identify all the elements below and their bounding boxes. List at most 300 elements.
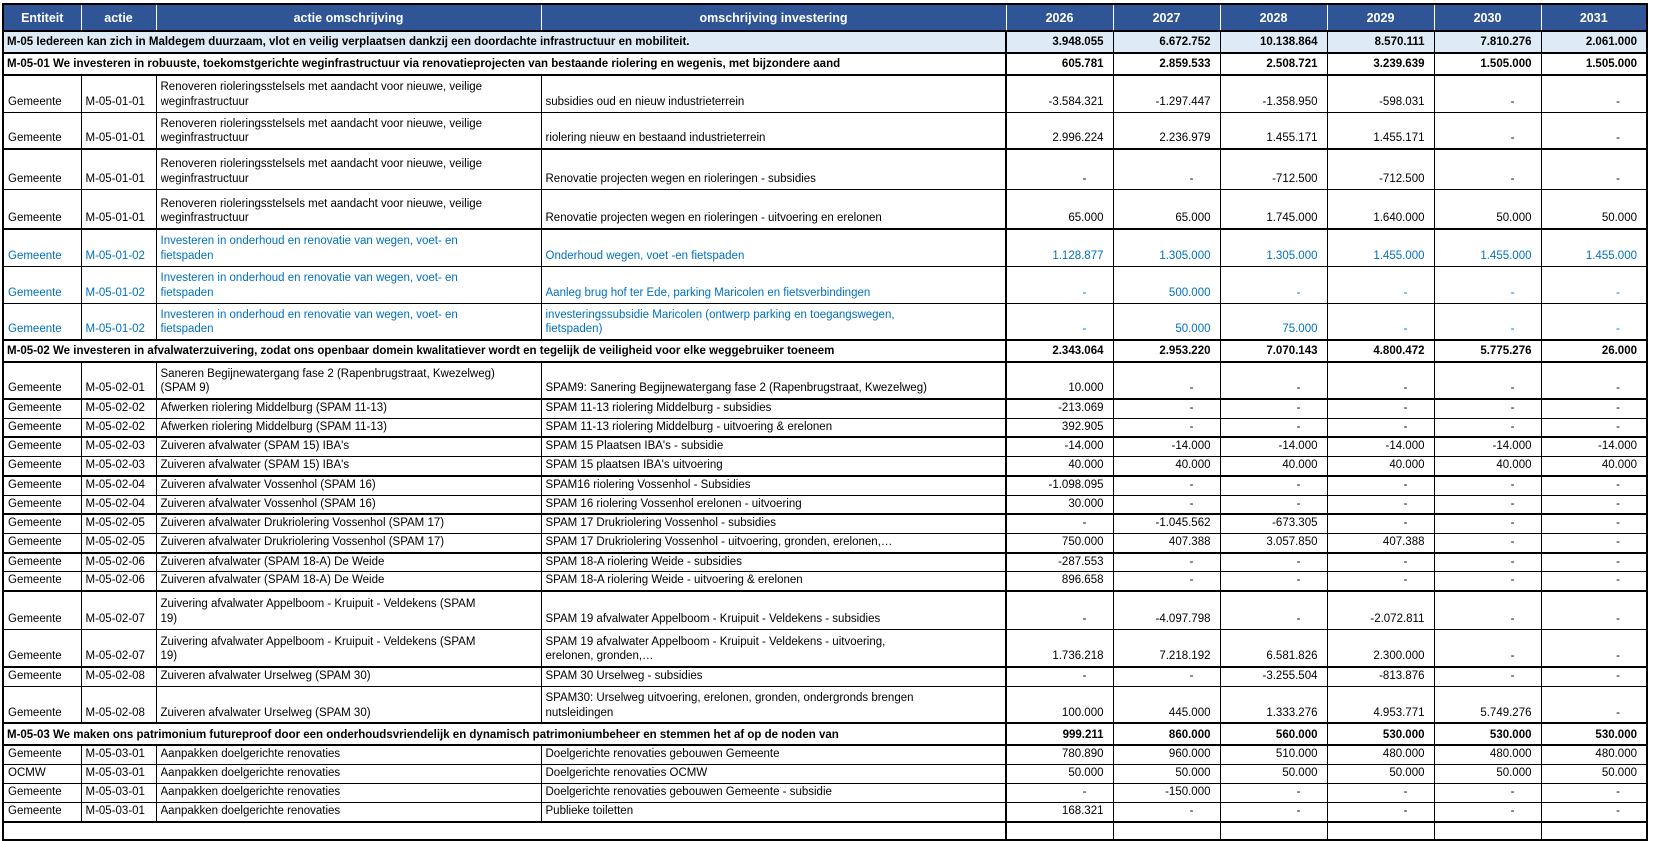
cell-entiteit[interactable]: Gemeente (3, 495, 81, 514)
cell-value-2029[interactable]: -598.031 (1327, 75, 1434, 112)
cell-entiteit[interactable]: Gemeente (3, 303, 81, 340)
empty-cell[interactable] (3, 822, 1006, 840)
cell-omschrijving-investering[interactable]: Onderhoud wegen, voet -en fietspaden (541, 229, 1006, 266)
cell-value-2030[interactable] (1434, 822, 1541, 840)
cell-value-2027[interactable]: 6.672.752 (1113, 31, 1220, 53)
cell-actie[interactable]: M-05-01-02 (81, 229, 156, 266)
cell-value-2030[interactable]: - (1434, 553, 1541, 572)
cell-value-2027[interactable]: - (1113, 362, 1220, 399)
cell-value-2028[interactable]: 1.333.276 (1220, 686, 1327, 723)
cell-value-2030[interactable]: - (1434, 534, 1541, 553)
cell-value-2028[interactable]: 7.070.143 (1220, 340, 1327, 362)
cell-value-2026[interactable]: 40.000 (1006, 457, 1113, 476)
cell-actie-omschrijving[interactable]: Zuiveren afvalwater Vossenhol (SPAM 16) (156, 495, 541, 514)
cell-actie-omschrijving[interactable]: Investeren in onderhoud en renovatie van wegen, voet- en fietspaden (156, 303, 541, 340)
cell-value-2027[interactable]: 860.000 (1113, 723, 1220, 745)
cell-actie[interactable]: M-05-02-03 (81, 437, 156, 456)
cell-value-2031[interactable]: - (1541, 553, 1647, 572)
cell-value-2026[interactable]: 30.000 (1006, 495, 1113, 514)
cell-value-2027[interactable]: 2.859.533 (1113, 53, 1220, 75)
cell-entiteit[interactable]: Gemeente (3, 534, 81, 553)
cell-entiteit[interactable]: Gemeente (3, 362, 81, 399)
cell-value-2026[interactable]: 2.343.064 (1006, 340, 1113, 362)
cell-value-2029[interactable]: - (1327, 495, 1434, 514)
cell-omschrijving-investering[interactable]: SPAM 19 afvalwater Appelboom - Kruipuit - Veldekens - uitvoering, erelonen, gronden,… (541, 629, 1006, 667)
cell-value-2031[interactable]: 530.000 (1541, 723, 1647, 745)
cell-value-2029[interactable]: - (1327, 266, 1434, 303)
cell-value-2029[interactable]: -14.000 (1327, 437, 1434, 456)
cell-value-2027[interactable]: -14.000 (1113, 437, 1220, 456)
cell-value-2031[interactable]: - (1541, 629, 1647, 667)
cell-value-2027[interactable]: - (1113, 149, 1220, 189)
cell-omschrijving-investering[interactable]: Doelgerichte renovaties gebouwen Gemeente - subsidie (541, 784, 1006, 803)
cell-value-2031[interactable]: 40.000 (1541, 457, 1647, 476)
cell-value-2026[interactable]: - (1006, 149, 1113, 189)
cell-value-2027[interactable]: -1.297.447 (1113, 75, 1220, 112)
cell-value-2027[interactable]: 2.236.979 (1113, 112, 1220, 149)
cell-omschrijving-investering[interactable]: investeringssubsidie Maricolen (ontwerp parking en toegangswegen, fietspaden) (541, 303, 1006, 340)
cell-value-2028[interactable]: 75.000 (1220, 303, 1327, 340)
cell-value-2031[interactable]: - (1541, 667, 1647, 686)
cell-value-2030[interactable]: - (1434, 418, 1541, 437)
cell-actie-omschrijving[interactable]: Zuiveren afvalwater Drukriolering Vossenhol (SPAM 17) (156, 514, 541, 533)
cell-value-2028[interactable]: - (1220, 495, 1327, 514)
cell-value-2030[interactable]: - (1434, 112, 1541, 149)
cell-value-2028[interactable]: - (1220, 476, 1327, 495)
cell-value-2026[interactable]: -213.069 (1006, 399, 1113, 418)
cell-value-2027[interactable]: 407.388 (1113, 534, 1220, 553)
cell-value-2031[interactable]: - (1541, 418, 1647, 437)
cell-actie[interactable]: M-05-03-01 (81, 803, 156, 822)
cell-value-2030[interactable]: 50.000 (1434, 765, 1541, 784)
cell-value-2030[interactable]: - (1434, 149, 1541, 189)
cell-value-2029[interactable]: 1.455.171 (1327, 112, 1434, 149)
cell-value-2027[interactable]: 50.000 (1113, 303, 1220, 340)
cell-value-2030[interactable]: 1.455.000 (1434, 229, 1541, 266)
cell-value-2026[interactable]: 100.000 (1006, 686, 1113, 723)
cell-value-2029[interactable]: 2.300.000 (1327, 629, 1434, 667)
cell-actie[interactable]: M-05-02-02 (81, 418, 156, 437)
column-header-actie[interactable]: actie (81, 4, 156, 31)
cell-value-2029[interactable]: 8.570.111 (1327, 31, 1434, 53)
cell-value-2028[interactable]: 2.508.721 (1220, 53, 1327, 75)
cell-value-2028[interactable]: - (1220, 803, 1327, 822)
cell-value-2028[interactable]: 1.455.171 (1220, 112, 1327, 149)
cell-value-2030[interactable]: 530.000 (1434, 723, 1541, 745)
cell-value-2027[interactable]: 445.000 (1113, 686, 1220, 723)
cell-actie[interactable]: M-05-02-07 (81, 591, 156, 629)
cell-value-2031[interactable]: - (1541, 591, 1647, 629)
cell-actie-omschrijving[interactable]: Investeren in onderhoud en renovatie van wegen, voet- en fietspaden (156, 266, 541, 303)
cell-value-2027[interactable]: 1.305.000 (1113, 229, 1220, 266)
cell-value-2030[interactable]: 40.000 (1434, 457, 1541, 476)
cell-value-2026[interactable]: 605.781 (1006, 53, 1113, 75)
cell-value-2029[interactable]: - (1327, 418, 1434, 437)
cell-value-2027[interactable]: - (1113, 399, 1220, 418)
cell-value-2028[interactable]: - (1220, 591, 1327, 629)
cell-value-2029[interactable]: - (1327, 362, 1434, 399)
cell-value-2031[interactable]: - (1541, 686, 1647, 723)
section-title-cell[interactable]: M-05-01 We investeren in robuuste, toekomstgerichte weginfrastructuur via renovatieprojecten van bestaande riolering en wegenis, met bijzondere aand (3, 53, 1006, 75)
cell-value-2030[interactable]: 480.000 (1434, 745, 1541, 764)
cell-value-2029[interactable]: - (1327, 303, 1434, 340)
cell-actie-omschrijving[interactable]: Renoveren rioleringsstelsels met aandacht voor nieuwe, veilige weginfrastructuur (156, 149, 541, 189)
cell-omschrijving-investering[interactable]: SPAM 15 Plaatsen IBA's - subsidie (541, 437, 1006, 456)
cell-value-2029[interactable]: - (1327, 803, 1434, 822)
cell-actie-omschrijving[interactable]: Zuiveren afvalwater (SPAM 15) IBA's (156, 457, 541, 476)
cell-value-2031[interactable]: - (1541, 514, 1647, 533)
cell-actie[interactable]: M-05-02-05 (81, 534, 156, 553)
column-header-year-2029[interactable]: 2029 (1327, 4, 1434, 31)
cell-entiteit[interactable]: Gemeente (3, 686, 81, 723)
cell-entiteit[interactable]: Gemeente (3, 437, 81, 456)
cell-value-2028[interactable]: -1.358.950 (1220, 75, 1327, 112)
cell-actie-omschrijving[interactable]: Investeren in onderhoud en renovatie van wegen, voet- en fietspaden (156, 229, 541, 266)
cell-omschrijving-investering[interactable]: SPAM 17 Drukriolering Vossenhol - subsidies (541, 514, 1006, 533)
cell-value-2030[interactable]: 5.775.276 (1434, 340, 1541, 362)
cell-actie-omschrijving[interactable]: Renoveren rioleringsstelsels met aandacht voor nieuwe, veilige weginfrastructuur (156, 112, 541, 149)
cell-omschrijving-investering[interactable]: SPAM 30 Urselweg - subsidies (541, 667, 1006, 686)
cell-actie-omschrijving[interactable]: Zuiveren afvalwater Vossenhol (SPAM 16) (156, 476, 541, 495)
cell-value-2030[interactable]: - (1434, 629, 1541, 667)
cell-entiteit[interactable]: Gemeente (3, 803, 81, 822)
cell-entiteit[interactable]: Gemeente (3, 591, 81, 629)
cell-value-2026[interactable]: - (1006, 266, 1113, 303)
cell-omschrijving-investering[interactable]: Renovatie projecten wegen en rioleringen - uitvoering en erelonen (541, 189, 1006, 229)
cell-actie[interactable]: M-05-03-01 (81, 765, 156, 784)
cell-value-2026[interactable]: 3.948.055 (1006, 31, 1113, 53)
cell-omschrijving-investering[interactable]: SPAM 18-A riolering Weide - uitvoering & erelonen (541, 572, 1006, 591)
cell-actie[interactable]: M-05-01-02 (81, 266, 156, 303)
cell-value-2031[interactable]: - (1541, 362, 1647, 399)
cell-value-2029[interactable]: - (1327, 784, 1434, 803)
cell-actie-omschrijving[interactable]: Saneren Begijnewatergang fase 2 (Rapenbrugstraat, Kwezelweg) (SPAM 9) (156, 362, 541, 399)
cell-value-2028[interactable] (1220, 822, 1327, 840)
column-header-year-2026[interactable]: 2026 (1006, 4, 1113, 31)
cell-value-2026[interactable]: 780.890 (1006, 745, 1113, 764)
cell-value-2028[interactable]: -712.500 (1220, 149, 1327, 189)
cell-value-2031[interactable]: 26.000 (1541, 340, 1647, 362)
cell-entiteit[interactable]: Gemeente (3, 553, 81, 572)
cell-omschrijving-investering[interactable]: SPAM16 riolering Vossenhol - Subsidies (541, 476, 1006, 495)
cell-value-2030[interactable]: - (1434, 362, 1541, 399)
cell-actie[interactable]: M-05-02-04 (81, 495, 156, 514)
cell-value-2029[interactable]: - (1327, 476, 1434, 495)
cell-value-2031[interactable]: - (1541, 572, 1647, 591)
cell-value-2031[interactable]: 1.505.000 (1541, 53, 1647, 75)
cell-value-2030[interactable]: - (1434, 476, 1541, 495)
cell-actie[interactable]: M-05-02-04 (81, 476, 156, 495)
cell-actie-omschrijving[interactable]: Zuiveren afvalwater (SPAM 18-A) De Weide (156, 572, 541, 591)
cell-value-2030[interactable]: - (1434, 399, 1541, 418)
cell-value-2028[interactable]: 10.138.864 (1220, 31, 1327, 53)
cell-value-2028[interactable]: - (1220, 362, 1327, 399)
cell-value-2028[interactable]: - (1220, 418, 1327, 437)
cell-value-2029[interactable] (1327, 822, 1434, 840)
cell-entiteit[interactable]: Gemeente (3, 75, 81, 112)
cell-value-2029[interactable]: 40.000 (1327, 457, 1434, 476)
cell-entiteit[interactable]: Gemeente (3, 745, 81, 764)
cell-omschrijving-investering[interactable]: Publieke toiletten (541, 803, 1006, 822)
cell-entiteit[interactable]: Gemeente (3, 476, 81, 495)
cell-omschrijving-investering[interactable]: SPAM9: Sanering Begijnewatergang fase 2 (Rapenbrugstraat, Kwezelweg) (541, 362, 1006, 399)
cell-entiteit[interactable]: Gemeente (3, 149, 81, 189)
cell-value-2031[interactable]: - (1541, 803, 1647, 822)
cell-actie-omschrijving[interactable]: Zuiveren afvalwater (SPAM 15) IBA's (156, 437, 541, 456)
cell-actie[interactable]: M-05-03-01 (81, 784, 156, 803)
cell-value-2028[interactable]: - (1220, 553, 1327, 572)
cell-actie-omschrijving[interactable]: Afwerken riolering Middelburg (SPAM 11-13) (156, 399, 541, 418)
cell-value-2027[interactable]: -1.045.562 (1113, 514, 1220, 533)
cell-value-2029[interactable]: -712.500 (1327, 149, 1434, 189)
cell-value-2028[interactable]: -14.000 (1220, 437, 1327, 456)
cell-entiteit[interactable]: Gemeente (3, 514, 81, 533)
cell-value-2030[interactable]: - (1434, 667, 1541, 686)
cell-value-2028[interactable]: - (1220, 784, 1327, 803)
cell-value-2029[interactable]: 50.000 (1327, 765, 1434, 784)
cell-actie-omschrijving[interactable]: Renoveren rioleringsstelsels met aandacht voor nieuwe, veilige weginfrastructuur (156, 75, 541, 112)
cell-actie-omschrijving[interactable]: Zuivering afvalwater Appelboom - Kruipuit - Veldekens (SPAM 19) (156, 629, 541, 667)
cell-value-2026[interactable]: -14.000 (1006, 437, 1113, 456)
cell-value-2027[interactable]: 65.000 (1113, 189, 1220, 229)
cell-value-2027[interactable]: 500.000 (1113, 266, 1220, 303)
cell-value-2027[interactable]: 960.000 (1113, 745, 1220, 764)
cell-value-2029[interactable]: - (1327, 572, 1434, 591)
cell-value-2030[interactable]: 1.505.000 (1434, 53, 1541, 75)
cell-value-2030[interactable]: -14.000 (1434, 437, 1541, 456)
cell-value-2028[interactable]: -673.305 (1220, 514, 1327, 533)
cell-value-2030[interactable]: - (1434, 75, 1541, 112)
cell-value-2029[interactable]: -2.072.811 (1327, 591, 1434, 629)
cell-value-2026[interactable]: 50.000 (1006, 765, 1113, 784)
cell-value-2030[interactable]: - (1434, 303, 1541, 340)
cell-actie[interactable]: M-05-02-02 (81, 399, 156, 418)
cell-omschrijving-investering[interactable]: SPAM 11-13 riolering Middelburg - subsidies (541, 399, 1006, 418)
cell-value-2028[interactable]: 510.000 (1220, 745, 1327, 764)
column-header-year-2028[interactable]: 2028 (1220, 4, 1327, 31)
cell-value-2026[interactable] (1006, 822, 1113, 840)
cell-value-2026[interactable]: - (1006, 303, 1113, 340)
cell-value-2027[interactable]: 40.000 (1113, 457, 1220, 476)
cell-entiteit[interactable]: Gemeente (3, 112, 81, 149)
cell-value-2026[interactable]: - (1006, 784, 1113, 803)
cell-value-2028[interactable]: 1.745.000 (1220, 189, 1327, 229)
cell-entiteit[interactable]: Gemeente (3, 399, 81, 418)
cell-value-2031[interactable]: - (1541, 784, 1647, 803)
column-header-entiteit[interactable]: Entiteit (3, 4, 81, 31)
cell-value-2026[interactable]: 999.211 (1006, 723, 1113, 745)
cell-value-2031[interactable]: 50.000 (1541, 765, 1647, 784)
cell-value-2031[interactable]: 2.061.000 (1541, 31, 1647, 53)
cell-value-2028[interactable]: 50.000 (1220, 765, 1327, 784)
cell-value-2031[interactable]: -14.000 (1541, 437, 1647, 456)
cell-omschrijving-investering[interactable]: SPAM30: Urselweg uitvoering, erelonen, gronden, ondergronds brengen nutsleidingen (541, 686, 1006, 723)
cell-omschrijving-investering[interactable]: Renovatie projecten wegen en rioleringen - subsidies (541, 149, 1006, 189)
section-title-cell[interactable]: M-05-02 We investeren in afvalwaterzuivering, zodat ons openbaar domein kwalitatiever wordt en tegelijk de veiligheid voor elke weggebruiker toeneem (3, 340, 1006, 362)
cell-entiteit[interactable]: Gemeente (3, 189, 81, 229)
cell-value-2028[interactable]: 3.057.850 (1220, 534, 1327, 553)
cell-value-2027[interactable]: -150.000 (1113, 784, 1220, 803)
cell-value-2027[interactable]: -4.097.798 (1113, 591, 1220, 629)
cell-omschrijving-investering[interactable]: SPAM 18-A riolering Weide - subsidies (541, 553, 1006, 572)
cell-omschrijving-investering[interactable]: SPAM 17 Drukriolering Vossenhol - uitvoering, gronden, erelonen,… (541, 534, 1006, 553)
cell-value-2031[interactable] (1541, 822, 1647, 840)
cell-entiteit[interactable]: Gemeente (3, 784, 81, 803)
cell-actie-omschrijving[interactable]: Afwerken riolering Middelburg (SPAM 11-13) (156, 418, 541, 437)
cell-actie-omschrijving[interactable]: Aanpakken doelgerichte renovaties (156, 803, 541, 822)
cell-value-2026[interactable]: 750.000 (1006, 534, 1113, 553)
cell-value-2031[interactable]: - (1541, 149, 1647, 189)
cell-value-2029[interactable]: 407.388 (1327, 534, 1434, 553)
cell-entiteit[interactable]: Gemeente (3, 667, 81, 686)
cell-value-2026[interactable]: 1.736.218 (1006, 629, 1113, 667)
cell-value-2030[interactable]: - (1434, 495, 1541, 514)
cell-actie-omschrijving[interactable]: Zuiveren afvalwater Urselweg (SPAM 30) (156, 667, 541, 686)
cell-actie-omschrijving[interactable]: Zuiveren afvalwater Urselweg (SPAM 30) (156, 686, 541, 723)
cell-value-2030[interactable]: - (1434, 591, 1541, 629)
column-header-year-2031[interactable]: 2031 (1541, 4, 1647, 31)
cell-actie-omschrijving[interactable]: Zuiveren afvalwater (SPAM 18-A) De Weide (156, 553, 541, 572)
cell-value-2027[interactable] (1113, 822, 1220, 840)
section-title-cell[interactable]: M-05 Iedereen kan zich in Maldegem duurzaam, vlot en veilig verplaatsen dankzij een doordachte infrastructuur en mobiliteit. (3, 31, 1006, 53)
cell-omschrijving-investering[interactable]: SPAM 19 afvalwater Appelboom - Kruipuit - Veldekens - subsidies (541, 591, 1006, 629)
cell-value-2029[interactable]: - (1327, 514, 1434, 533)
cell-actie[interactable]: M-05-01-01 (81, 149, 156, 189)
cell-value-2026[interactable]: 2.996.224 (1006, 112, 1113, 149)
cell-value-2029[interactable]: 480.000 (1327, 745, 1434, 764)
cell-value-2028[interactable]: 6.581.826 (1220, 629, 1327, 667)
cell-actie[interactable]: M-05-02-03 (81, 457, 156, 476)
cell-value-2026[interactable]: 392.905 (1006, 418, 1113, 437)
cell-value-2029[interactable]: - (1327, 553, 1434, 572)
cell-omschrijving-investering[interactable]: Doelgerichte renovaties OCMW (541, 765, 1006, 784)
cell-value-2031[interactable]: - (1541, 399, 1647, 418)
cell-value-2028[interactable]: - (1220, 399, 1327, 418)
cell-actie-omschrijving[interactable]: Zuivering afvalwater Appelboom - Kruipuit - Veldekens (SPAM 19) (156, 591, 541, 629)
cell-actie-omschrijving[interactable]: Aanpakken doelgerichte renovaties (156, 784, 541, 803)
cell-value-2031[interactable]: - (1541, 534, 1647, 553)
cell-value-2027[interactable]: - (1113, 553, 1220, 572)
cell-value-2030[interactable]: - (1434, 572, 1541, 591)
cell-omschrijving-investering[interactable]: riolering nieuw en bestaand industrieterrein (541, 112, 1006, 149)
cell-value-2026[interactable]: 1.128.877 (1006, 229, 1113, 266)
cell-value-2027[interactable]: - (1113, 495, 1220, 514)
cell-value-2030[interactable]: - (1434, 514, 1541, 533)
cell-value-2026[interactable]: 896.658 (1006, 572, 1113, 591)
cell-value-2026[interactable]: 65.000 (1006, 189, 1113, 229)
cell-value-2026[interactable]: - (1006, 591, 1113, 629)
cell-actie[interactable]: M-05-02-08 (81, 667, 156, 686)
cell-entiteit[interactable]: Gemeente (3, 229, 81, 266)
cell-omschrijving-investering[interactable]: Aanleg brug hof ter Ede, parking Maricolen en fietsverbindingen (541, 266, 1006, 303)
cell-value-2027[interactable]: 50.000 (1113, 765, 1220, 784)
cell-value-2026[interactable]: -287.553 (1006, 553, 1113, 572)
cell-value-2028[interactable]: 1.305.000 (1220, 229, 1327, 266)
cell-value-2027[interactable]: 7.218.192 (1113, 629, 1220, 667)
cell-value-2031[interactable]: 1.455.000 (1541, 229, 1647, 266)
cell-entiteit[interactable]: Gemeente (3, 457, 81, 476)
cell-value-2029[interactable]: 3.239.639 (1327, 53, 1434, 75)
cell-value-2027[interactable]: - (1113, 667, 1220, 686)
cell-value-2028[interactable]: - (1220, 572, 1327, 591)
cell-value-2029[interactable]: 4.953.771 (1327, 686, 1434, 723)
cell-value-2029[interactable]: 1.455.000 (1327, 229, 1434, 266)
cell-value-2027[interactable]: 2.953.220 (1113, 340, 1220, 362)
cell-omschrijving-investering[interactable]: SPAM 15 plaatsen IBA's uitvoering (541, 457, 1006, 476)
cell-value-2026[interactable]: - (1006, 667, 1113, 686)
cell-actie[interactable]: M-05-01-02 (81, 303, 156, 340)
cell-actie[interactable]: M-05-02-08 (81, 686, 156, 723)
cell-value-2026[interactable]: -3.584.321 (1006, 75, 1113, 112)
cell-omschrijving-investering[interactable]: Doelgerichte renovaties gebouwen Gemeente (541, 745, 1006, 764)
cell-value-2027[interactable]: - (1113, 572, 1220, 591)
cell-actie[interactable]: M-05-02-05 (81, 514, 156, 533)
cell-value-2026[interactable]: 168.321 (1006, 803, 1113, 822)
cell-entiteit[interactable]: Gemeente (3, 572, 81, 591)
cell-value-2029[interactable]: 1.640.000 (1327, 189, 1434, 229)
cell-value-2028[interactable]: -3.255.504 (1220, 667, 1327, 686)
cell-value-2026[interactable]: - (1006, 514, 1113, 533)
cell-value-2028[interactable]: 40.000 (1220, 457, 1327, 476)
cell-value-2030[interactable]: - (1434, 784, 1541, 803)
cell-actie[interactable]: M-05-02-06 (81, 572, 156, 591)
cell-omschrijving-investering[interactable]: SPAM 16 riolering Vossenhol erelonen - uitvoering (541, 495, 1006, 514)
cell-entiteit[interactable]: Gemeente (3, 266, 81, 303)
cell-actie-omschrijving[interactable]: Aanpakken doelgerichte renovaties (156, 745, 541, 764)
cell-actie-omschrijving[interactable]: Renoveren rioleringsstelsels met aandacht voor nieuwe, veilige weginfrastructuur (156, 189, 541, 229)
cell-value-2031[interactable]: - (1541, 303, 1647, 340)
column-header-year-2027[interactable]: 2027 (1113, 4, 1220, 31)
cell-actie-omschrijving[interactable]: Aanpakken doelgerichte renovaties (156, 765, 541, 784)
cell-value-2029[interactable]: - (1327, 399, 1434, 418)
column-header-omschrijving-investering[interactable]: omschrijving investering (541, 4, 1006, 31)
cell-value-2029[interactable]: 4.800.472 (1327, 340, 1434, 362)
cell-actie[interactable]: M-05-02-01 (81, 362, 156, 399)
cell-actie[interactable]: M-05-01-01 (81, 75, 156, 112)
cell-entiteit[interactable]: Gemeente (3, 418, 81, 437)
cell-value-2031[interactable]: - (1541, 495, 1647, 514)
cell-value-2031[interactable]: 480.000 (1541, 745, 1647, 764)
cell-omschrijving-investering[interactable]: SPAM 11-13 riolering Middelburg - uitvoering & erelonen (541, 418, 1006, 437)
cell-value-2031[interactable]: - (1541, 75, 1647, 112)
cell-value-2031[interactable]: 50.000 (1541, 189, 1647, 229)
cell-value-2026[interactable]: -1.098.095 (1006, 476, 1113, 495)
section-title-cell[interactable]: M-05-03 We maken ons patrimonium futureproof door een onderhoudsvriendelijk en dynamisch patrimoniumbeheer en stemmen het af op de noden van (3, 723, 1006, 745)
cell-value-2031[interactable]: - (1541, 266, 1647, 303)
cell-value-2027[interactable]: - (1113, 418, 1220, 437)
cell-value-2030[interactable]: 50.000 (1434, 189, 1541, 229)
column-header-actie-omschrijving[interactable]: actie omschrijving (156, 4, 541, 31)
cell-actie[interactable]: M-05-02-07 (81, 629, 156, 667)
cell-value-2031[interactable]: - (1541, 112, 1647, 149)
cell-actie-omschrijving[interactable]: Zuiveren afvalwater Drukriolering Vossenhol (SPAM 17) (156, 534, 541, 553)
cell-value-2028[interactable]: 560.000 (1220, 723, 1327, 745)
cell-value-2030[interactable]: - (1434, 803, 1541, 822)
cell-omschrijving-investering[interactable]: subsidies oud en nieuw industrieterrein (541, 75, 1006, 112)
cell-value-2030[interactable]: 5.749.276 (1434, 686, 1541, 723)
cell-value-2026[interactable]: 10.000 (1006, 362, 1113, 399)
cell-value-2030[interactable]: - (1434, 266, 1541, 303)
cell-value-2027[interactable]: - (1113, 803, 1220, 822)
cell-value-2028[interactable]: - (1220, 266, 1327, 303)
cell-value-2031[interactable]: - (1541, 476, 1647, 495)
cell-actie[interactable]: M-05-03-01 (81, 745, 156, 764)
cell-entiteit[interactable]: OCMW (3, 765, 81, 784)
cell-value-2029[interactable]: 530.000 (1327, 723, 1434, 745)
cell-value-2029[interactable]: -813.876 (1327, 667, 1434, 686)
cell-actie[interactable]: M-05-02-06 (81, 553, 156, 572)
cell-actie[interactable]: M-05-01-01 (81, 112, 156, 149)
